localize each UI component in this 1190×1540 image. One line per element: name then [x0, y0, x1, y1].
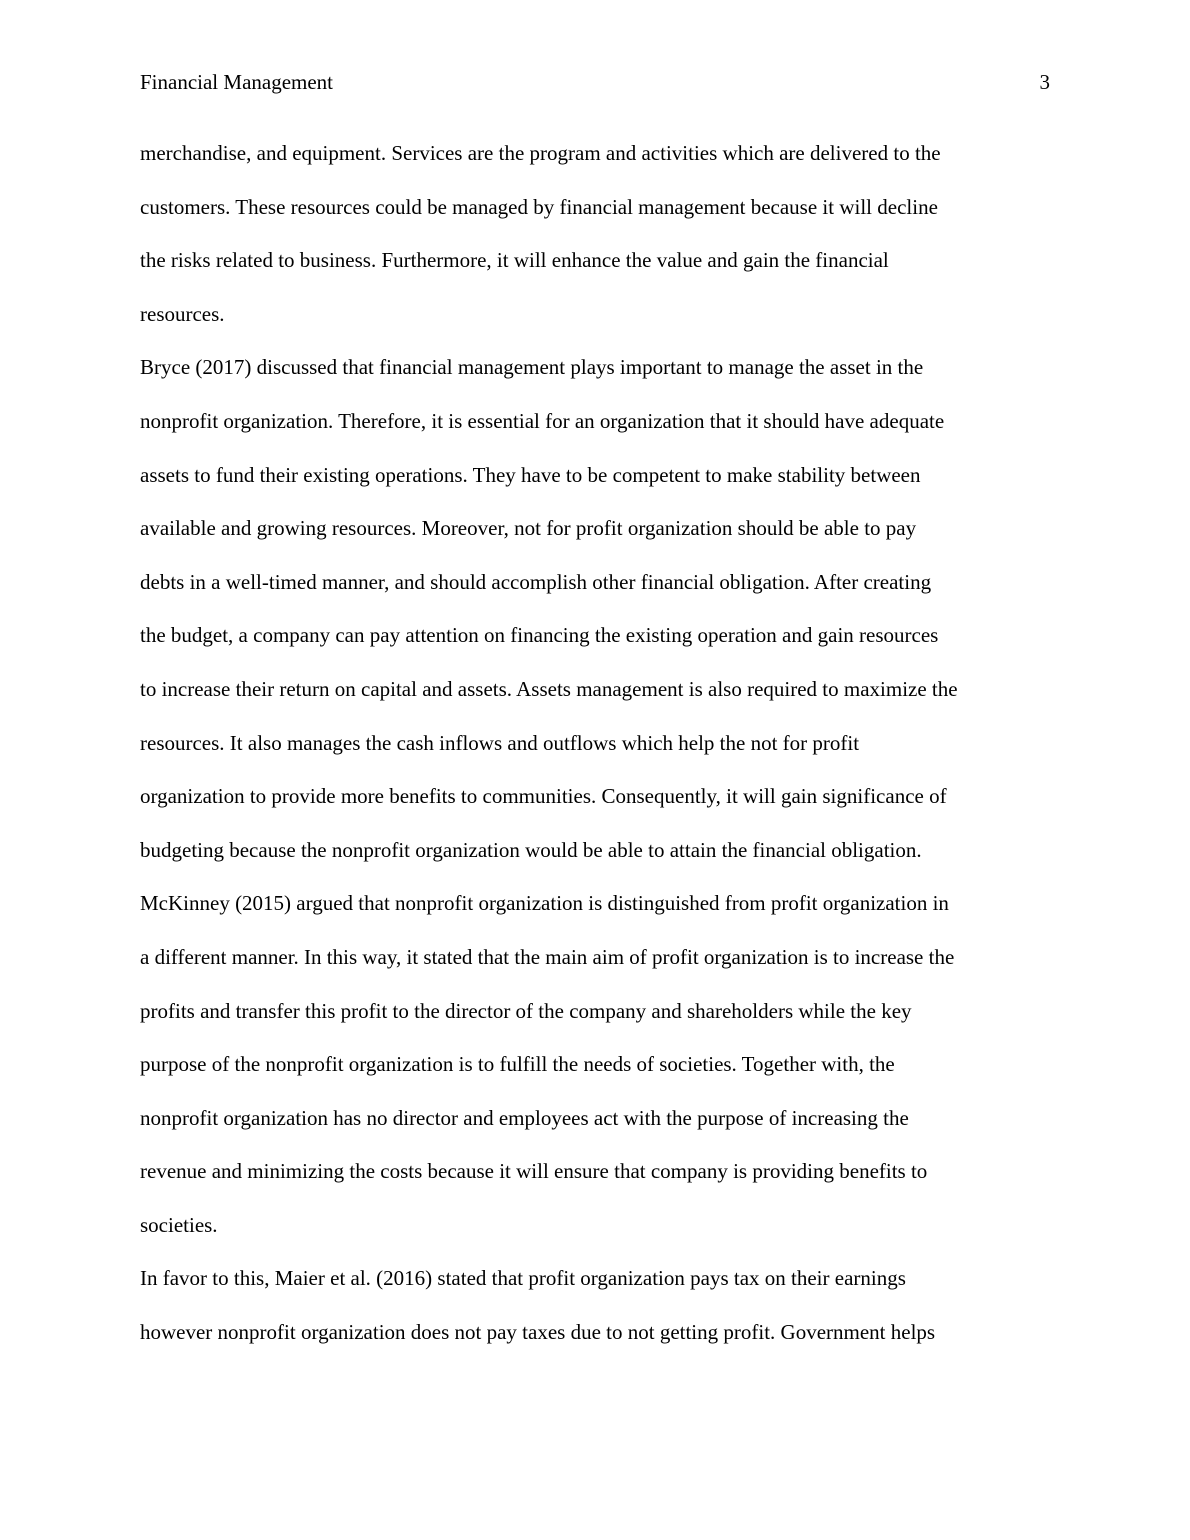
- paragraph: [140, 1252, 1060, 1359]
- text-line: profits and transfer this profit to the director of the company and shareholders while the key: [140, 998, 912, 1023]
- text-line: the budget, a company can pay attention on financing the existing operation and gain resources: [140, 623, 939, 648]
- text-line: organization to provide more benefits to communities. Consequently, it will gain significance of: [140, 784, 947, 809]
- running-head-title: Financial Management: [140, 70, 334, 94]
- text-line: nonprofit organization has no director and employees act with the purpose of increasing the: [140, 1105, 909, 1130]
- paragraph: [140, 341, 1060, 877]
- text-line: assets to fund their existing operations. They have to be competent to make stability between: [140, 462, 921, 487]
- text-line: however nonprofit organization does not pay taxes due to not getting profit. Government helps: [140, 1320, 936, 1345]
- text-line: to increase their return on capital and assets. Assets management is also required to maximize the: [140, 676, 958, 701]
- paragraph: [140, 127, 1060, 341]
- page-header: [140, 70, 1050, 98]
- text-line: debts in a well-timed manner, and should accomplish other financial obligation. After creating: [140, 569, 932, 594]
- text-line: societies.: [140, 1212, 218, 1237]
- text-line: a different manner. In this way, it stated that the main aim of profit organization is to increase the: [140, 944, 955, 969]
- page-number: 3: [1039, 70, 1050, 94]
- text-line: resources.: [140, 301, 225, 326]
- text-line: budgeting because the nonprofit organization would be able to attain the financial obligation.: [140, 837, 922, 862]
- text-line: merchandise, and equipment. Services are the program and activities which are delivered to the: [140, 141, 941, 165]
- text-line: available and growing resources. Moreover, not for profit organization should be able to pay: [140, 516, 917, 541]
- document-body: [140, 127, 1060, 1360]
- text-line: resources. It also manages the cash inflows and outflows which help the not for profit: [140, 730, 860, 755]
- text-line: revenue and minimizing the costs because it will ensure that company is providing benefits to: [140, 1159, 928, 1184]
- text-line: Bryce (2017) discussed that financial management plays important to manage the asset in the: [140, 355, 924, 380]
- text-line: nonprofit organization. Therefore, it is essential for an organization that it should have adequate: [140, 408, 945, 433]
- text-line: purpose of the nonprofit organization is to fulfill the needs of societies. Together with, the: [140, 1052, 895, 1077]
- text-line: the risks related to business. Furthermore, it will enhance the value and gain the financial: [140, 248, 889, 273]
- text-line: McKinney (2015) argued that nonprofit organization is distinguished from profit organization in: [140, 891, 949, 916]
- text-line: In favor to this, Maier et al. (2016) stated that profit organization pays tax on their earnings: [140, 1266, 906, 1291]
- text-line: customers. These resources could be managed by financial management because it will decline: [140, 194, 938, 219]
- paragraph: [140, 877, 1060, 1252]
